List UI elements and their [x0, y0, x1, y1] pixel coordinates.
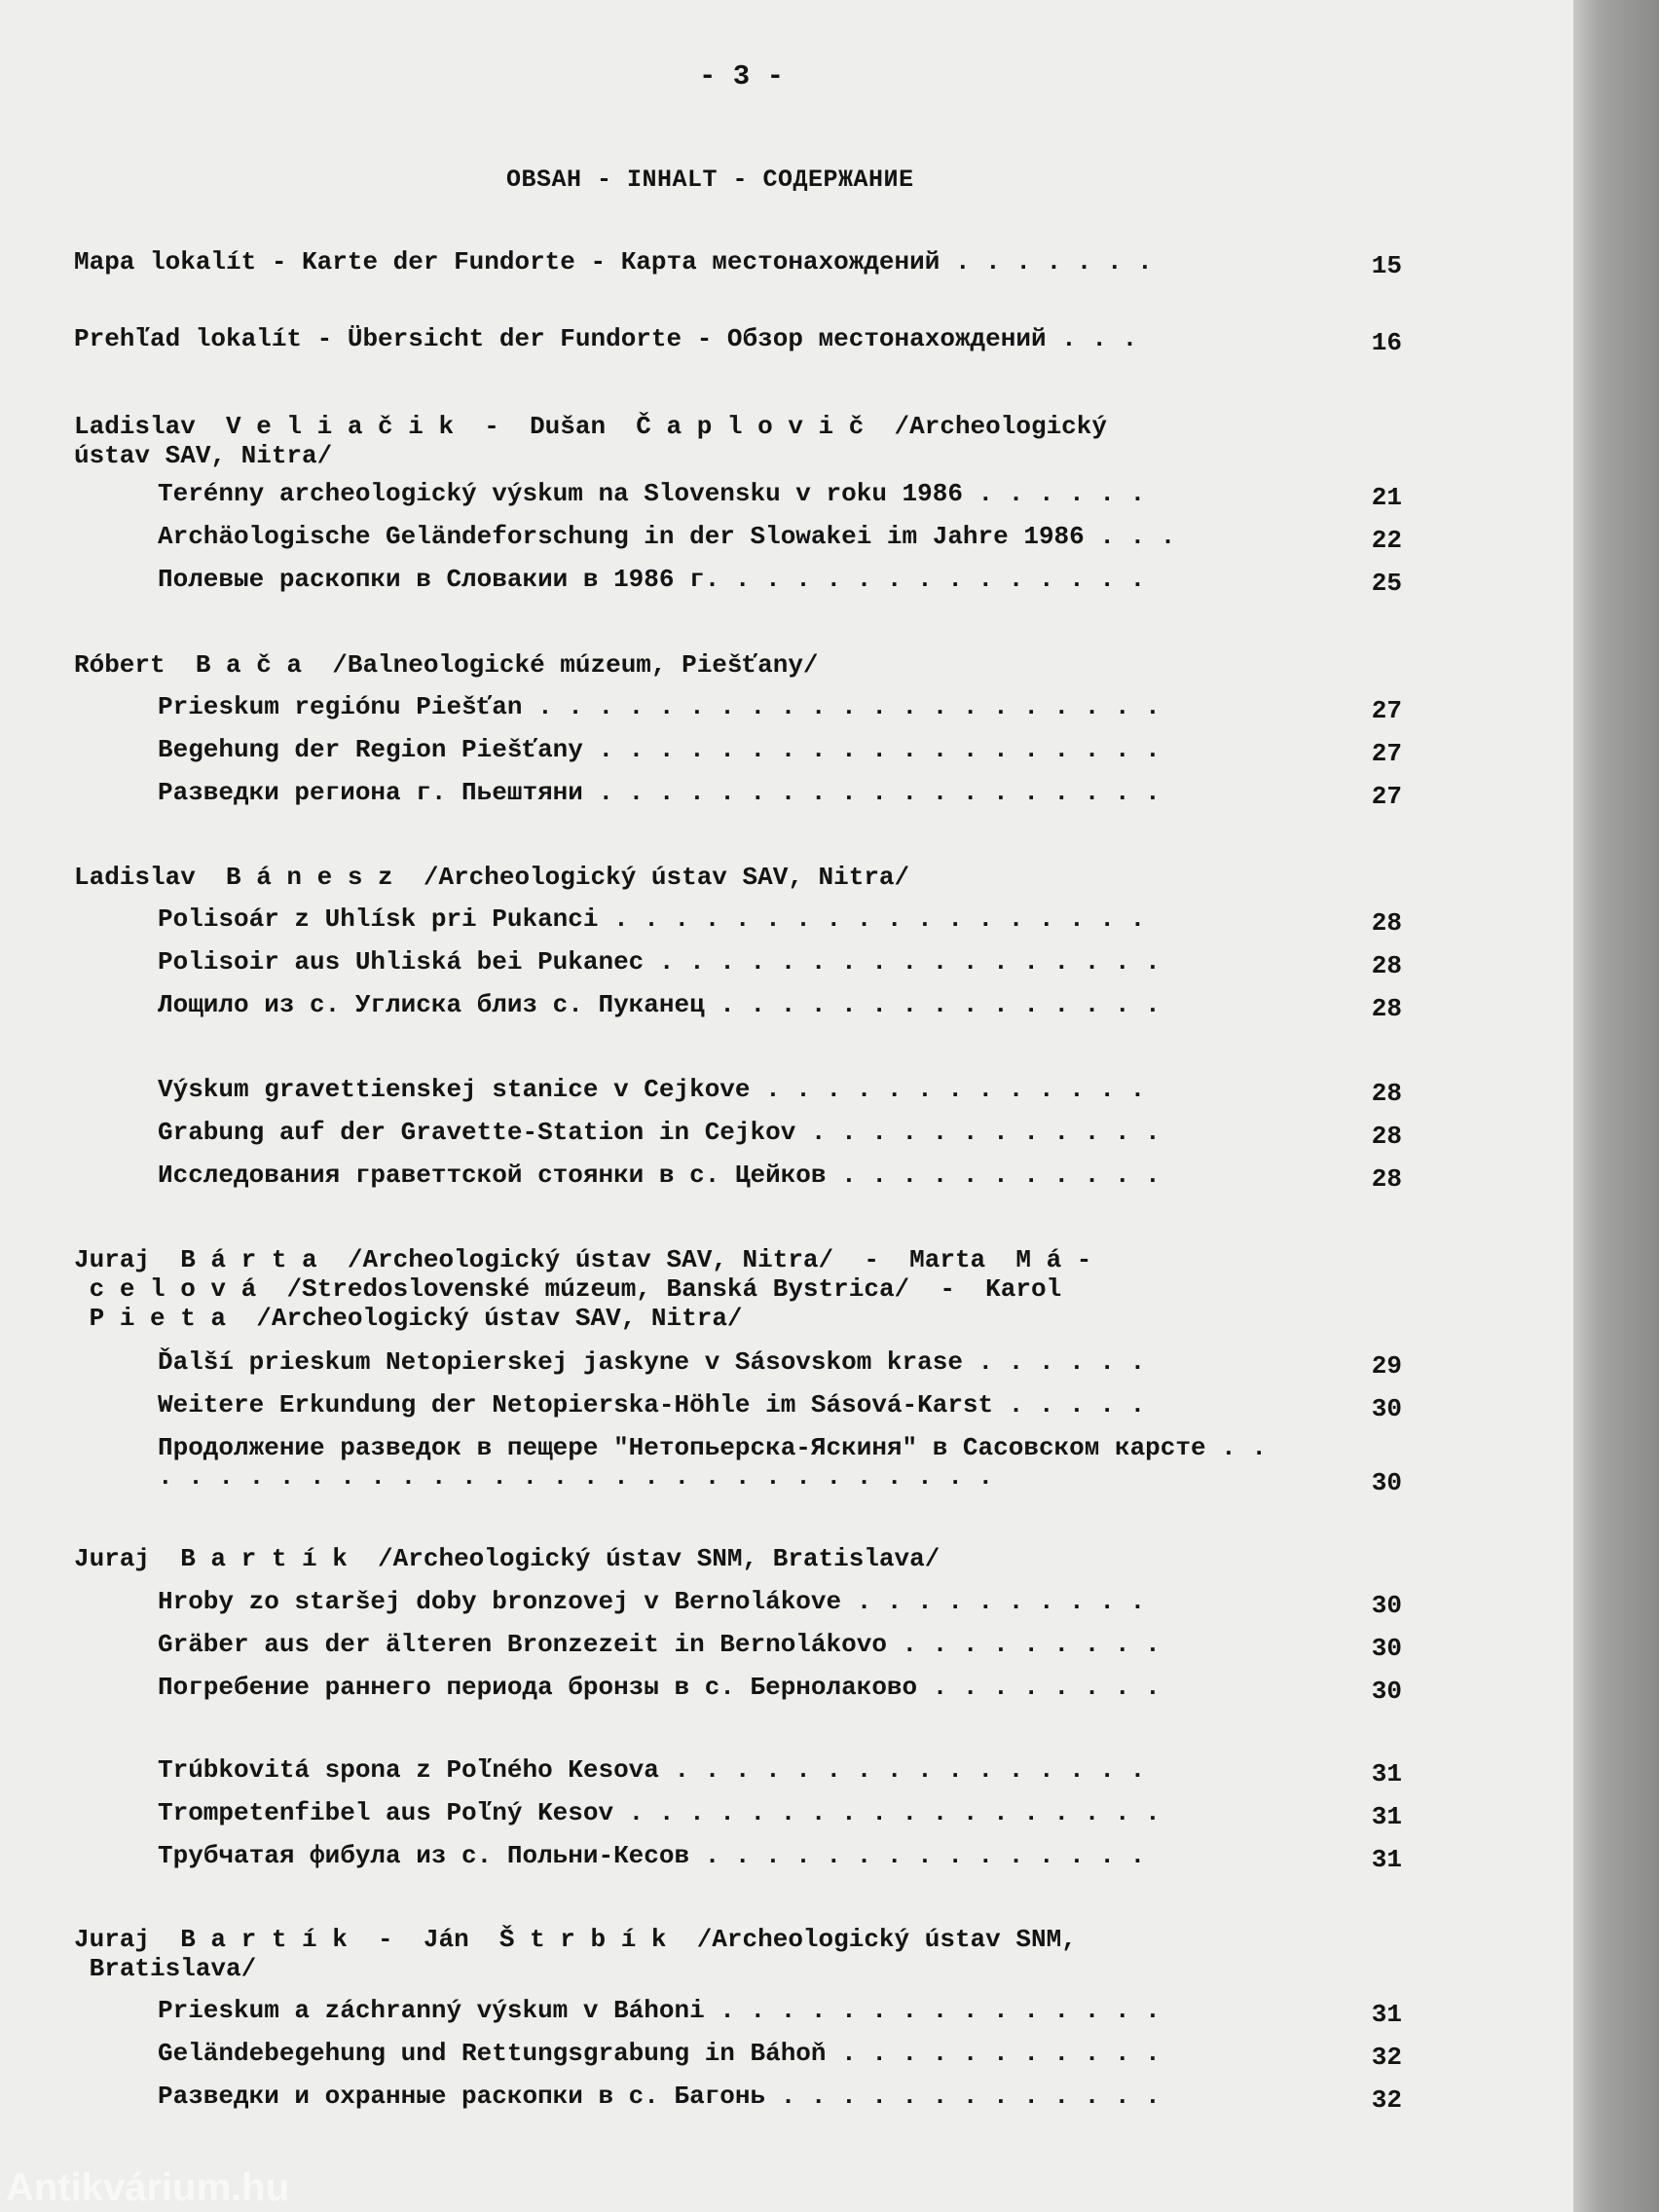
toc-section — [0, 1544, 1573, 1573]
toc-entry — [0, 692, 1573, 735]
entry-title: Trompetenfibel aus Poľný Kesov . . . . . . . . . . . . . . . . . . — [158, 1798, 1161, 1827]
entry-page: 31 — [1371, 2000, 1402, 2029]
entry-title: Trúbkovitá spona z Poľného Kesova . . . . . . . . . . . . . . . . — [158, 1755, 1146, 1785]
entry-title: Polisoár z Uhlísk pri Pukanci . . . . . . . . . . . . . . . . . . — [158, 904, 1146, 934]
entry-title: Исследования граветтской стоянки в с. Цейков . . . . . . . . . . . — [158, 1161, 1161, 1190]
entry-title: Prieskum regiónu Piešťan . . . . . . . . . . . . . . . . . . . . . — [158, 692, 1161, 721]
entry-title: Погребение раннего периода бронзы в с. Бернолаково . . . . . . . . — [158, 1673, 1161, 1702]
entry-title: Продолжение разведок в пещере "Нетопьерска-Яскиня" в Сасовском карсте . . . . . . . . . . . . . . . . . . . . . . . . . . . . . . — [158, 1433, 1267, 1492]
section-author: Juraj B a r t í k - Ján Š t r b í k /Archeologický ústav SNM, Bratislava/ — [74, 1925, 1077, 1983]
toc-entry — [0, 904, 1573, 947]
toc-entry — [0, 1118, 1573, 1161]
toc-entry — [0, 324, 1573, 367]
entry-title: Hroby zo staršej doby bronzovej v Bernolákove . . . . . . . . . . — [158, 1587, 1146, 1616]
entry-page: 16 — [1371, 328, 1402, 357]
toc-entries — [0, 1996, 1573, 2124]
toc-entry — [0, 1996, 1573, 2039]
entry-page: 27 — [1371, 782, 1402, 811]
toc-entry — [0, 1433, 1573, 1505]
entry-page: 30 — [1371, 1394, 1402, 1423]
toc-entry — [0, 990, 1573, 1033]
entry-page: 32 — [1371, 2043, 1402, 2072]
toc-entries — [0, 1347, 1573, 1505]
entry-page: 31 — [1371, 1759, 1402, 1788]
entry-title: Archäologische Geländeforschung in der Slowakei im Jahre 1986 . . . — [158, 522, 1176, 551]
entry-title: Лощило из с. Углиска близ с. Пуканец . . . . . . . . . . . . . . . — [158, 990, 1161, 1019]
toc-section — [0, 650, 1573, 680]
toc-entry — [0, 1587, 1573, 1630]
watermark: Antikvárium.hu — [6, 2166, 290, 2209]
toc-top-block — [0, 247, 1573, 290]
entry-page: 25 — [1371, 569, 1402, 598]
contents-heading: OBSAH - INHALT - СОДЕРЖАНИЕ — [506, 166, 914, 194]
entry-page: 28 — [1371, 1079, 1402, 1108]
entry-page: 30 — [1371, 1468, 1402, 1497]
entry-page: 30 — [1371, 1677, 1402, 1706]
entry-title: Weitere Erkundung der Netopierska-Höhle im Sásová-Karst . . . . . — [158, 1390, 1146, 1419]
entry-page: 27 — [1371, 739, 1402, 768]
toc-section — [0, 863, 1573, 892]
toc-section — [0, 1925, 1573, 1983]
entry-title: Трубчатая фибула из с. Польни-Кесов . . . . . . . . . . . . . . . — [158, 1841, 1146, 1870]
toc-section — [0, 1245, 1573, 1333]
entry-page: 29 — [1371, 1351, 1402, 1381]
entry-page: 31 — [1371, 1845, 1402, 1874]
toc-entry — [0, 1630, 1573, 1673]
entry-title: Terénny archeologický výskum na Slovensku v roku 1986 . . . . . . — [158, 479, 1146, 508]
entry-page: 27 — [1371, 696, 1402, 725]
toc-entries — [0, 904, 1573, 1033]
toc-entry — [0, 1673, 1573, 1715]
entry-title: Ďalší prieskum Netopierskej jaskyne v Sásovskom krase . . . . . . — [158, 1347, 1146, 1377]
toc-entries — [0, 692, 1573, 821]
toc-entries — [0, 1075, 1573, 1203]
toc-entries — [0, 1755, 1573, 1884]
toc-entries — [0, 479, 1573, 608]
entry-page: 28 — [1371, 908, 1402, 938]
entry-page: 28 — [1371, 1122, 1402, 1151]
entry-title: Geländebegehung und Rettungsgrabung in Báhoň . . . . . . . . . . . — [158, 2039, 1161, 2068]
entry-page: 30 — [1371, 1591, 1402, 1620]
entry-page: 21 — [1371, 483, 1402, 512]
toc-section — [0, 412, 1573, 470]
entry-title: Grabung auf der Gravette-Station in Cejkov . . . . . . . . . . . . — [158, 1118, 1161, 1147]
toc-entry — [0, 247, 1573, 290]
section-author: Ladislav B á n e s z /Archeologický ústav SAV, Nitra/ — [74, 863, 910, 892]
toc-entry — [0, 778, 1573, 821]
section-author: Juraj B á r t a /Archeologický ústav SAV, Nitra/ - Marta M á - c e l o v á /Stredoslovenské múzeum, Banská Bystrica/ - Karol P i e t a /Archeologický ústav SAV, Nitra/ — [74, 1245, 1092, 1333]
entry-page: 30 — [1371, 1634, 1402, 1663]
entry-title: Разведки региона г. Пьештяни . . . . . . . . . . . . . . . . . . . — [158, 778, 1161, 807]
toc-entry — [0, 2039, 1573, 2082]
entry-page: 28 — [1371, 951, 1402, 980]
entry-title: Prehľad lokalít - Übersicht der Fundorte - Обзор местонахождений . . . — [74, 324, 1138, 353]
toc-entry — [0, 1841, 1573, 1884]
toc-entry — [0, 1075, 1573, 1118]
entry-title: Výskum gravettienskej stanice v Cejkove . . . . . . . . . . . . . — [158, 1075, 1146, 1104]
entry-page: 15 — [1371, 251, 1402, 280]
toc-entries — [0, 1587, 1573, 1715]
toc-entry — [0, 1755, 1573, 1798]
toc-entry — [0, 1798, 1573, 1841]
entry-page: 22 — [1371, 526, 1402, 555]
toc-entry — [0, 735, 1573, 778]
entry-title: Разведки и охранные раскопки в с. Багонь . . . . . . . . . . . . . — [158, 2082, 1161, 2111]
entry-title: Prieskum a záchranný výskum v Báhoni . . . . . . . . . . . . . . . — [158, 1996, 1161, 2025]
entry-page: 32 — [1371, 2085, 1402, 2115]
entry-title: Полевые раскопки в Словакии в 1986 г. . . . . . . . . . . . . . . — [158, 565, 1146, 594]
entry-page: 28 — [1371, 994, 1402, 1023]
section-author: Juraj B a r t í k /Archeologický ústav SNM, Bratislava/ — [74, 1544, 940, 1573]
toc-entry — [0, 522, 1573, 565]
page-edge-shadow — [1573, 0, 1659, 2212]
section-author: Ladislav V e l i a č i k - Dušan Č a p l o v i č /Archeologický ústav SAV, Nitra/ — [74, 412, 1107, 470]
entry-page: 28 — [1371, 1164, 1402, 1194]
toc-top-block — [0, 324, 1573, 367]
toc-entry — [0, 1347, 1573, 1390]
entry-page: 31 — [1371, 1802, 1402, 1831]
toc-entry — [0, 947, 1573, 990]
toc-entry — [0, 2082, 1573, 2124]
page-number: - 3 - — [699, 60, 785, 92]
entry-title: Begehung der Region Piešťany . . . . . . . . . . . . . . . . . . . — [158, 735, 1161, 764]
entry-title: Gräber aus der älteren Bronzezeit in Bernolákovo . . . . . . . . . — [158, 1630, 1161, 1659]
toc-entry — [0, 1390, 1573, 1433]
toc-entry — [0, 479, 1573, 522]
toc-entry — [0, 1161, 1573, 1203]
section-author: Róbert B a č a /Balneologické múzeum, Piešťany/ — [74, 650, 819, 680]
entry-title: Polisoir aus Uhliská bei Pukanec . . . . . . . . . . . . . . . . . — [158, 947, 1161, 977]
toc-entry — [0, 565, 1573, 608]
entry-title: Mapa lokalít - Karte der Fundorte - Карта местонахождений . . . . . . . — [74, 247, 1153, 276]
